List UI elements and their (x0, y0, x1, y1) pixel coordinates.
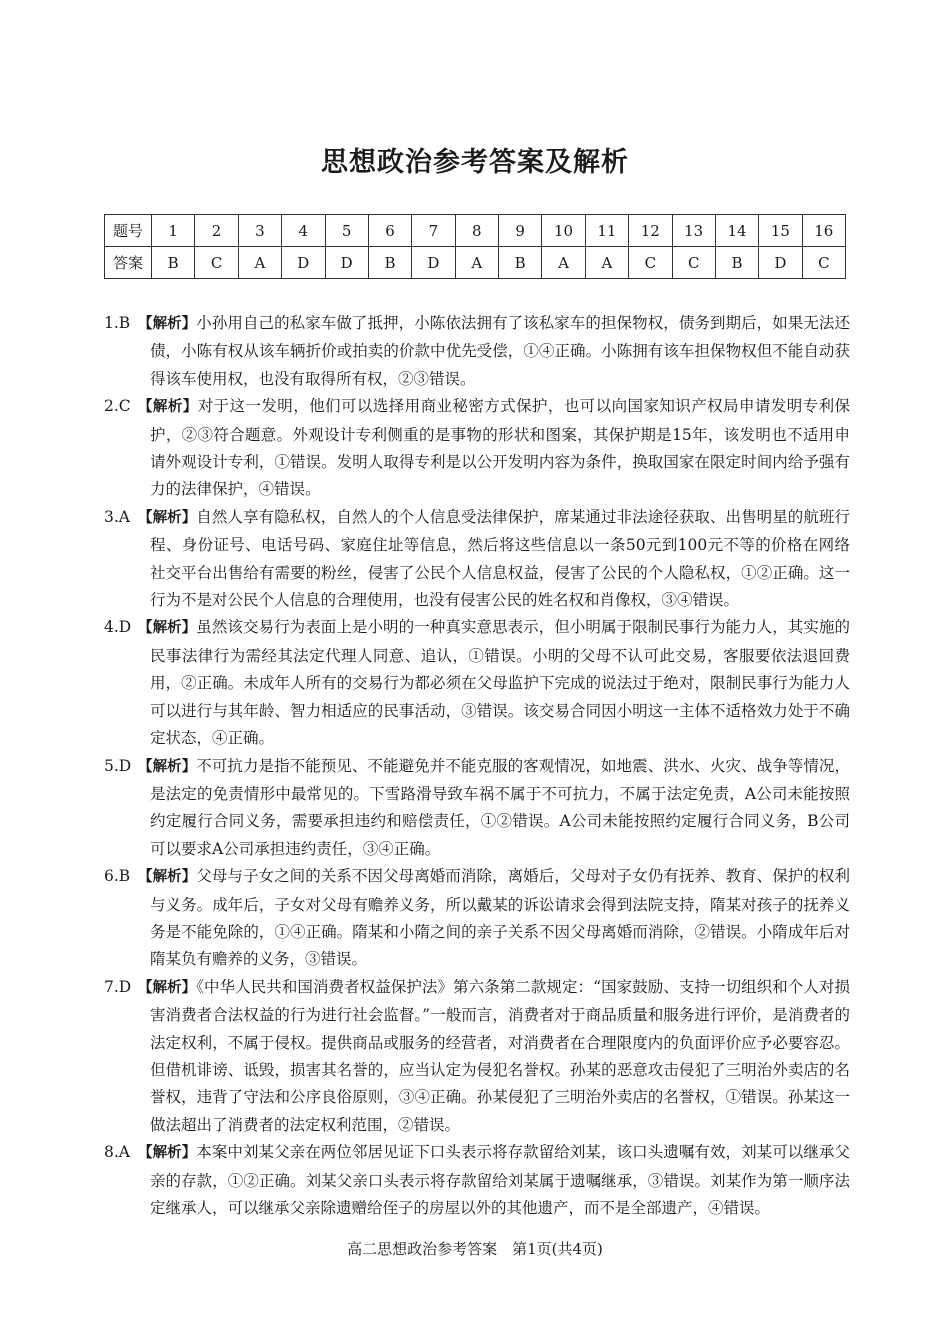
answer-table (104, 214, 846, 279)
question-number-cell: 13 (672, 215, 715, 247)
question-number-cell: 1 (152, 215, 195, 247)
analysis-tag: 【解析】 (138, 869, 197, 886)
answer-key: 4.D (104, 618, 132, 637)
answer-cell: B (499, 247, 542, 279)
answer-cell: C (672, 247, 715, 279)
analysis-tag: 【解析】 (138, 399, 198, 416)
question-number-row (105, 215, 846, 247)
answer-key: 1.B (104, 314, 131, 332)
explanation-text: 自然人享有隐私权，自然人的个人信息受法律保护，席某通过非法途径获取、出售明星的航班行程、身份证号、电话号码、家庭住址等信息，然后将这些信息以一条50元到100元不等的价格在网络社交平台出售给有需要的粉丝，侵害了公民个人信息权益，侵害了公民的个人隐私权，①②正确。这一行为不是对公民个人信息的合理使用，也没有侵害公民的姓名权和肖像权，③④错误。 (150, 507, 850, 610)
answer-cell: D (325, 247, 368, 279)
question-number-cell: 6 (368, 215, 411, 247)
analysis-tag: 【解析】 (138, 979, 197, 996)
row-label-question-number: 题号 (105, 215, 152, 247)
question-number-cell: 16 (802, 215, 845, 247)
answer-row (105, 247, 846, 279)
explanation-text-block (138, 863, 850, 974)
explanation-item (104, 614, 850, 752)
question-number-cell: 7 (412, 215, 455, 247)
analysis-tag: 【解析】 (138, 620, 197, 637)
explanation-item (104, 310, 850, 393)
page-footer: 高二思想政治参考答案 第1页(共4页) (347, 1240, 603, 1258)
explanation-text-block (138, 504, 850, 615)
question-number-cell: 15 (759, 215, 802, 247)
explanation-list (104, 310, 850, 1222)
answer-cell: B (152, 247, 195, 279)
answer-key: 2.C (104, 397, 131, 416)
answer-cell: D (412, 247, 455, 279)
analysis-tag: 【解析】 (138, 758, 197, 775)
answer-key: 7.D (104, 977, 132, 996)
answer-cell: A (455, 247, 498, 279)
answer-key: 5.D (104, 756, 132, 775)
question-number-cell: 10 (542, 215, 585, 247)
question-number-cell: 14 (715, 215, 758, 247)
explanation-text: 对于这一发明，他们可以选择用商业秘密方式保护，也可以向国家知识产权局申请发明专利保护，②③符合题意。外观设计专利侧重的是事物的形状和图案，其保护期是15年，该发明也不适用申请外观设计专利，①错误。发明人取得专利是以公开发明内容为条件，换取国家在限定时间内给予强有力的法律保护，④错误。 (150, 397, 850, 499)
explanation-text-block (138, 753, 850, 864)
explanation-text: 虽然该交易行为表面上是小明的一种真实意思表示，但小明属于限制民事行为能力人，其实施的民事法律行为需经其法定代理人同意、追认，①错误。小明的父母不认可此交易，客服要依法退回费用，②正确。未成年人所有的交易行为都必须在父母监护下完成的说法过于绝对，限制民事行为能力人可以进行与其年龄、智力相适应的民事活动，③错误。该交易合同因小明这一主体不适格效力处于不确定状态，④正确。 (150, 618, 850, 748)
analysis-tag: 【解析】 (138, 1145, 197, 1162)
answer-key: 6.B (104, 867, 131, 886)
answer-cell: D (759, 247, 802, 279)
page-title: 思想政治参考答案及解析 (321, 147, 629, 178)
explanation-text: 不可抗力是指不能预见、不能避免并不能克服的客观情况，如地震、洪水、火灾、战争等情况，是法定的免责情形中最常见的。下雪路滑导致车祸不属于不可抗力，不属于法定免责，A公司未能按照约定履行合同义务，需要承担违约和赔偿责任，①②错误。A公司未能按照约定履行合同义务，B公司可以要求A公司承担违约责任，③④正确。 (150, 756, 850, 858)
explanation-text: 小孙用自己的私家车做了抵押，小陈依法拥有了该私家车的担保物权，债务到期后，如果无法还债，小陈有权从该车辆折价或拍卖的价款中优先受偿，①④正确。小陈拥有该车担保物权但不能自动获得该车使用权，也没有取得所有权，②③错误。 (150, 314, 850, 388)
explanation-text-block (138, 614, 850, 752)
answer-cell: A (238, 247, 281, 279)
question-number-cell: 5 (325, 215, 368, 247)
explanation-item (104, 1139, 850, 1222)
answer-cell: C (629, 247, 672, 279)
answer-cell: C (802, 247, 845, 279)
explanation-text-block (138, 974, 850, 1139)
explanation-text: 本案中刘某父亲在两位邻居见证下口头表示将存款留给刘某，该口头遗嘱有效，刘某可以继承父亲的存款，①②正确。刘某父亲口头表示将存款留给刘某属于遗嘱继承，③错误。刘某作为第一顺序法定继承人，可以继承父亲除遗赠给侄子的房屋以外的其他遗产，而不是全部遗产，④错误。 (150, 1143, 850, 1217)
answer-cell: C (195, 247, 238, 279)
question-number-cell: 8 (455, 215, 498, 247)
explanation-item (104, 863, 850, 974)
question-number-cell: 3 (238, 215, 281, 247)
explanation-text: 《中华人民共和国消费者权益保护法》第六条第二款规定：“国家鼓励、支持一切组织和个人对损害消费者合法权益的行为进行社会监督。”一般而言，消费者对于商品质量和服务进行评价，是消费者的法定权利，不属于侵权。提供商品或服务的经营者，对消费者在合理限度内的负面评价应予必要容忍。但借机诽谤、诋毁，损害其名誉的，应当认定为侵犯名誉权。孙某的恶意攻击侵犯了三明治外卖店的名誉权，违背了守法和公序良俗原则，③④正确。孙某侵犯了三明治外卖店的名誉权，①错误。孙某这一做法超出了消费者的法定权利范围，②错误。 (150, 977, 850, 1134)
answer-key: 8.A (104, 1143, 130, 1162)
question-number-cell: 4 (282, 215, 325, 247)
answer-cell: A (585, 247, 628, 279)
question-number-cell: 2 (195, 215, 238, 247)
row-label-answer: 答案 (105, 247, 152, 279)
explanation-text: 父母与子女之间的关系不因父母离婚而消除，离婚后，父母对子女仍有抚养、教育、保护的权利与义务。成年后，子女对父母有赡养义务，所以戴某的诉讼请求会得到法院支持，隋某对孩子的抚养义务是不能免除的，①④正确。隋某和小隋之间的亲子关系不因父母离婚而消除，②错误。小隋成年后对隋某负有赡养的义务，③错误。 (150, 867, 850, 969)
answer-cell: B (715, 247, 758, 279)
answer-key: 3.A (104, 507, 130, 526)
explanation-item (104, 504, 850, 615)
analysis-tag: 【解析】 (138, 316, 197, 332)
answer-cell: B (368, 247, 411, 279)
explanation-text-block (138, 310, 850, 393)
explanation-text-block (138, 1139, 850, 1222)
explanation-item (104, 753, 850, 864)
question-number-cell: 11 (585, 215, 628, 247)
explanation-text-block (138, 393, 850, 504)
explanation-item (104, 974, 850, 1139)
explanation-item (104, 393, 850, 504)
question-number-cell: 12 (629, 215, 672, 247)
analysis-tag: 【解析】 (138, 509, 197, 526)
explanation-number (104, 974, 150, 1139)
answer-cell: D (282, 247, 325, 279)
question-number-cell: 9 (499, 215, 542, 247)
answer-cell: A (542, 247, 585, 279)
